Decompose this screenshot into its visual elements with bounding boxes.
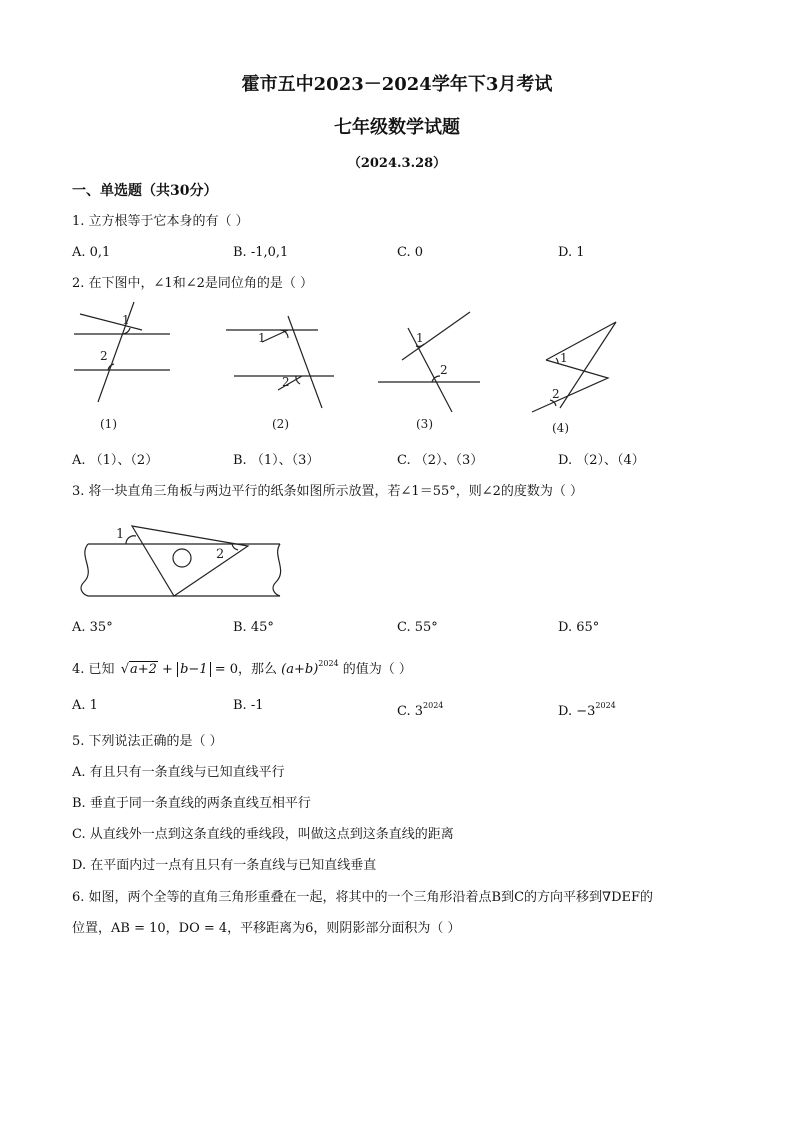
fig-label-4: (4) <box>552 421 569 435</box>
fig3-angle-2: 2 <box>440 363 448 377</box>
fig-label-3: (3) <box>416 417 433 431</box>
q1-option-d: D. 1 <box>558 245 585 260</box>
q4-sqrt <box>121 662 158 678</box>
q3-figure <box>74 512 294 606</box>
q3-option-a: A. 35° <box>72 620 113 635</box>
q4-option-d-base: D. −3 <box>558 704 596 719</box>
q4-abs-expr: b−1 <box>180 662 208 677</box>
q4-sqrt-expr: a+2 <box>129 662 157 677</box>
exam-date: （2024.3.28） <box>347 156 447 171</box>
fig-label-2: (2) <box>272 417 289 431</box>
q4-option-b: B. -1 <box>233 698 264 713</box>
section-heading: 一、单选题（共30分） <box>72 183 218 199</box>
q4-base: (a+b) <box>281 662 319 677</box>
fig4-angle-1: 1 <box>560 351 568 365</box>
q4-suffix: 的值为（ ） <box>342 662 412 677</box>
q2-option-b: B. （1）、（3） <box>233 453 320 468</box>
q4-option-a: A. 1 <box>72 698 98 713</box>
fig1-angle-1: 1 <box>122 313 130 327</box>
fig-label-1: (1) <box>100 417 117 431</box>
q4-equals: = 0，那么 <box>214 662 278 677</box>
fig1-angle-2: 2 <box>100 349 108 363</box>
q5-option-b: B. 垂直于同一条直线的两条直线互相平行 <box>72 796 311 811</box>
fig2-angle-1: 1 <box>258 331 266 345</box>
q3-angle-2: 2 <box>216 547 225 562</box>
q2-figures <box>60 300 640 445</box>
q6-line-2: 位置，AB = 10，DO = 4，平移距离为6，则阴影部分面积为（ ） <box>72 921 461 936</box>
fig2-angle-2: 2 <box>282 375 290 389</box>
q3-option-b: B. 45° <box>233 620 274 635</box>
sqrt-icon: √ <box>120 662 129 677</box>
q5-option-a: A. 有且只有一条直线与已知直线平行 <box>72 765 285 780</box>
q1-stem: 1. 立方根等于它本身的有（ ） <box>72 214 249 229</box>
q4-option-d <box>558 698 616 720</box>
q5-option-c: C. 从直线外一点到这条直线的垂线段，叫做这点到这条直线的距离 <box>72 827 454 842</box>
q1-option-a: A. 0,1 <box>72 245 111 260</box>
q4-option-c-exp: 2024 <box>423 701 444 710</box>
q3-option-c: C. 55° <box>397 620 438 635</box>
q4-exponent: 2024 <box>318 659 339 668</box>
exam-title: 霍市五中2023－2024学年下3月考试 <box>241 74 553 95</box>
fig4-angle-2: 2 <box>552 387 560 401</box>
q2-option-c: C. （2）、（3） <box>397 453 484 468</box>
q3-angle-1: 1 <box>116 527 125 542</box>
q6-line-1: 6. 如图，两个全等的直角三角形重叠在一起，将其中的一个三角形沿着点B到C的方向平移到∇DEF的 <box>72 890 654 905</box>
q4-option-c <box>397 698 443 720</box>
q4-option-c-base: C. 3 <box>397 704 424 719</box>
q4-stem <box>72 656 412 678</box>
q2-option-d: D. （2）、（4） <box>558 453 645 468</box>
q5-stem: 5. 下列说法正确的是（ ） <box>72 734 223 749</box>
q4-plus: + <box>162 662 173 677</box>
q4-abs <box>177 662 211 677</box>
q2-option-a: A. （1）、（2） <box>72 453 159 468</box>
exam-subtitle: 七年级数学试题 <box>334 117 460 138</box>
q1-option-c: C. 0 <box>397 245 424 260</box>
q3-stem: 3. 将一块直角三角板与两边平行的纸条如图所示放置，若∠1＝55°，则∠2的度数为（ ） <box>72 484 584 499</box>
q4-prefix: 4. 已知 <box>72 662 115 677</box>
q2-stem: 2. 在下图中，∠1和∠2是同位角的是（ ） <box>72 276 313 291</box>
q1-option-b: B. -1,0,1 <box>233 245 289 260</box>
q4-option-d-exp: 2024 <box>595 701 616 710</box>
fig3-angle-1: 1 <box>416 331 424 345</box>
q5-option-d: D. 在平面内过一点有且只有一条直线与已知直线垂直 <box>72 858 377 873</box>
q3-option-d: D. 65° <box>558 620 600 635</box>
